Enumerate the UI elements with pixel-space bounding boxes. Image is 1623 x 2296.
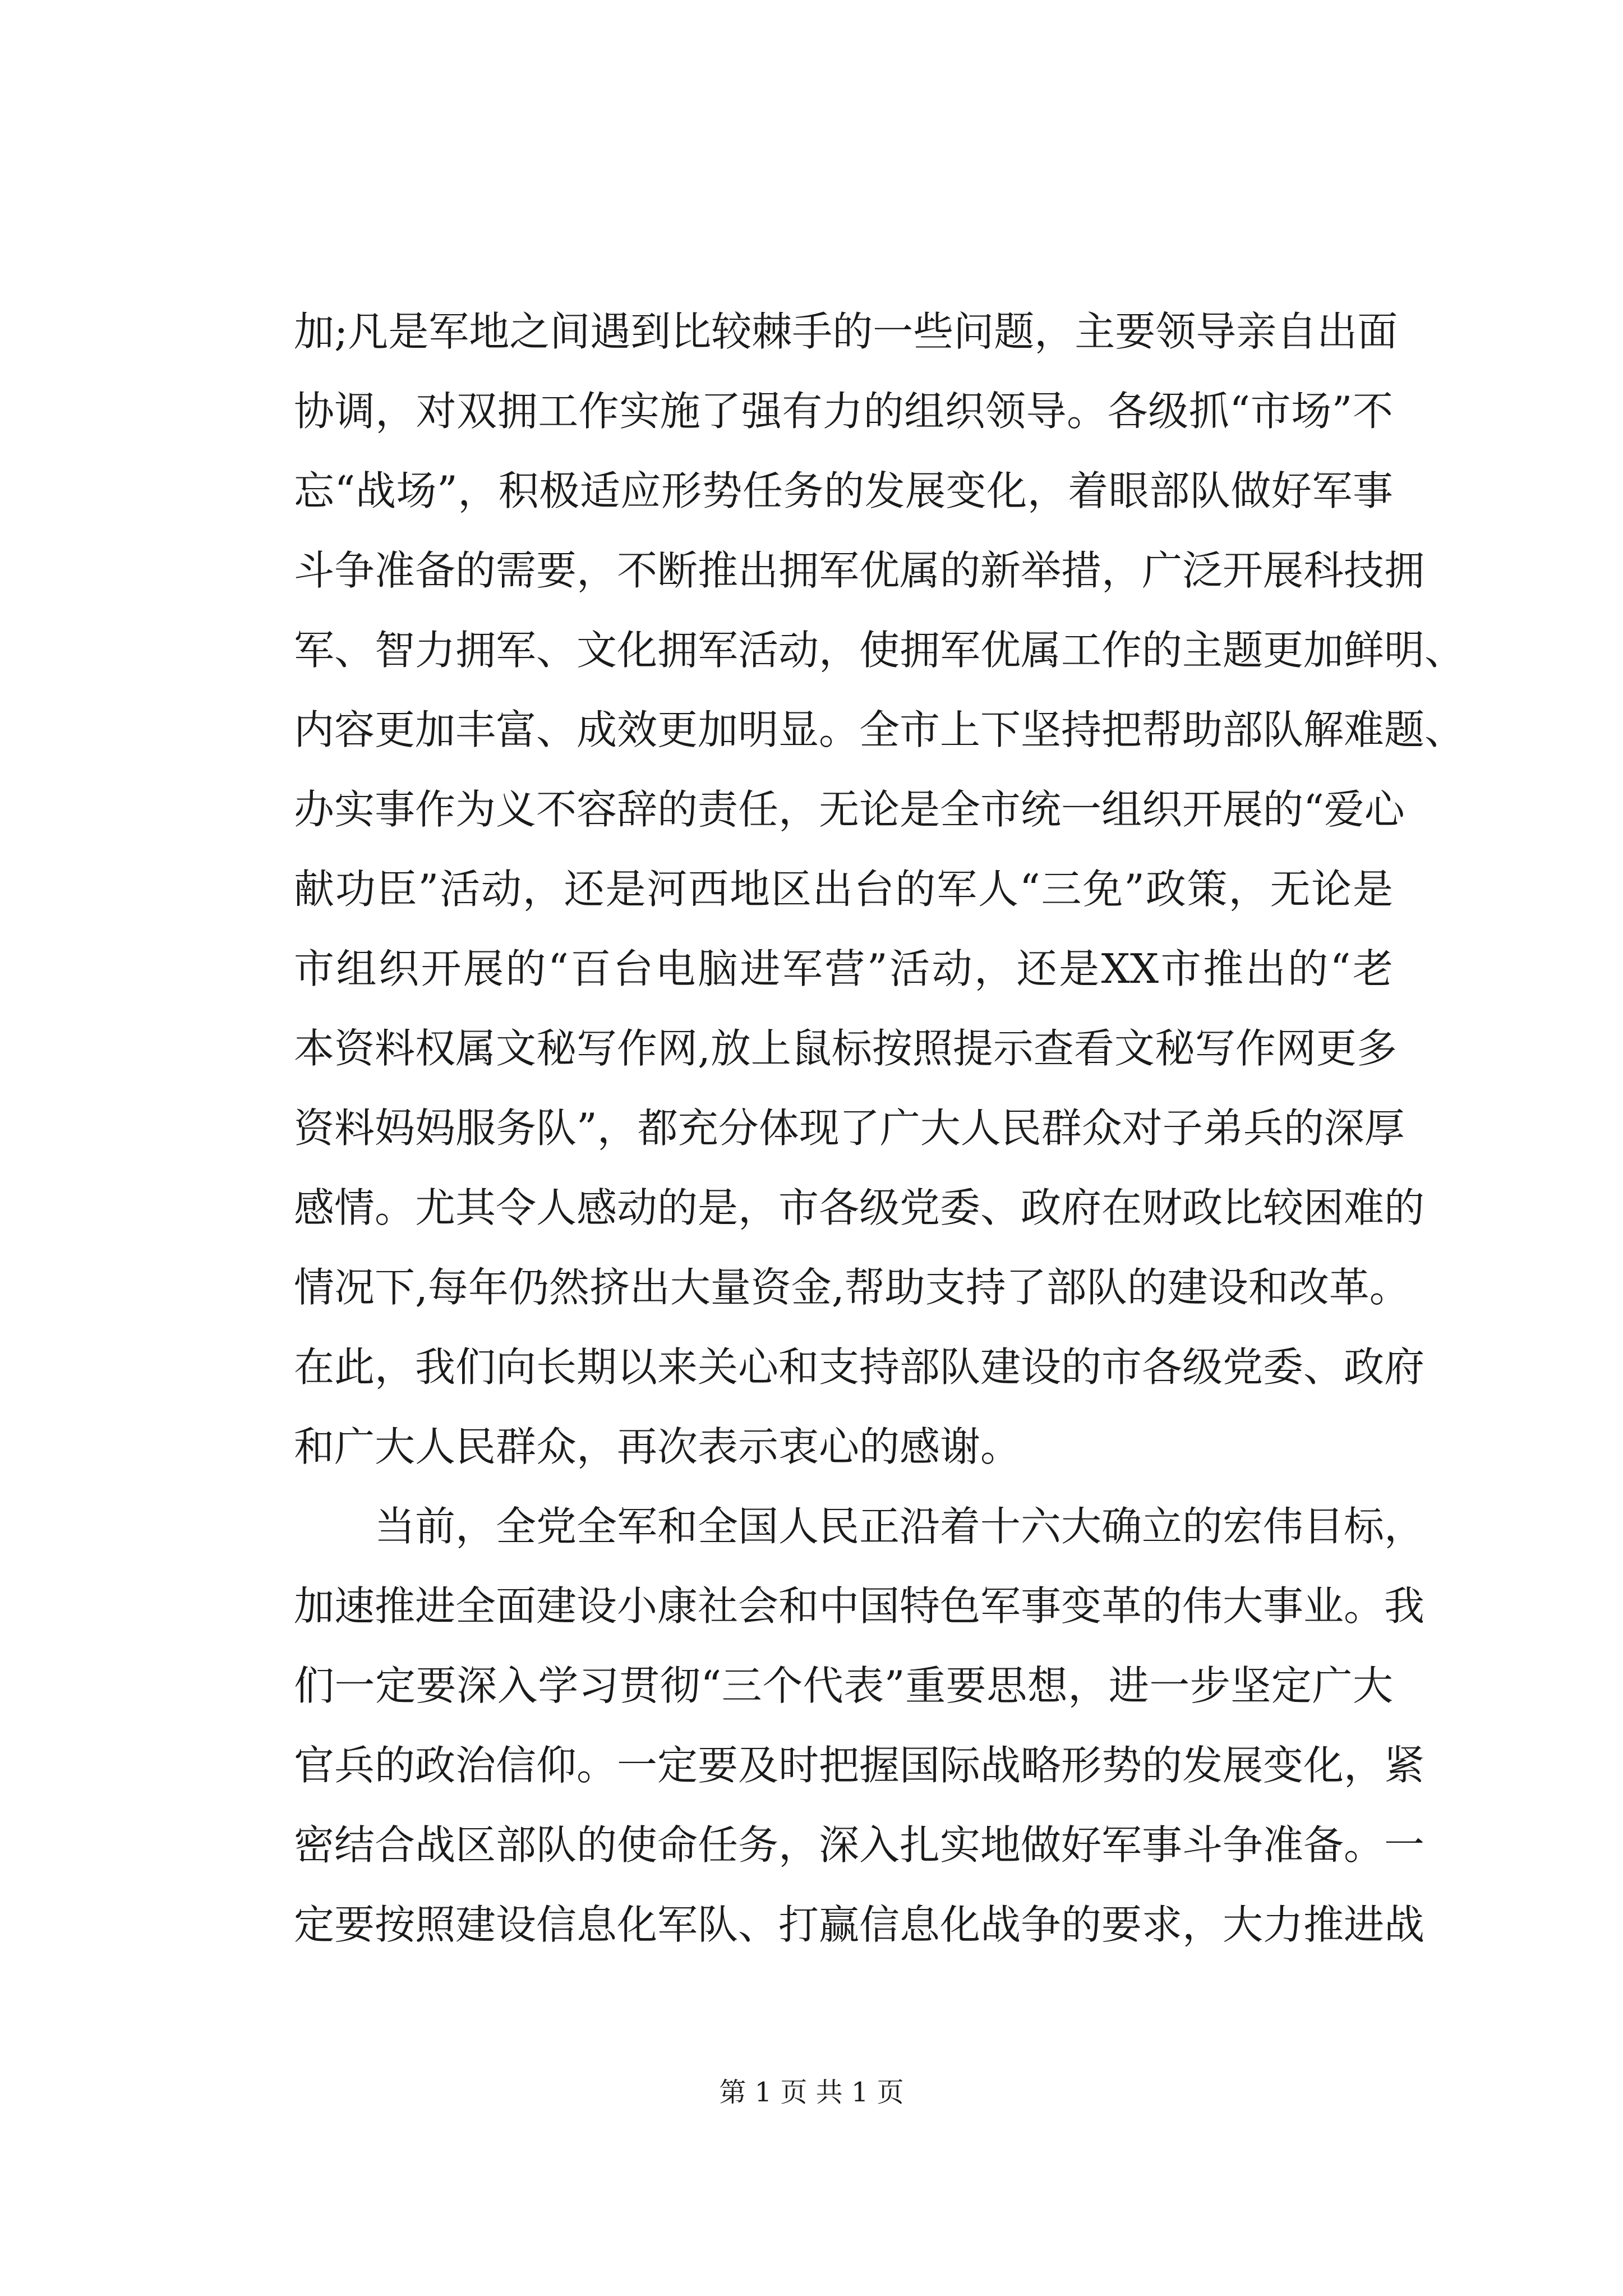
text-line: 市组织开展的“百台电脑进军营”活动，还是XX市推出的“老 (294, 945, 1393, 992)
text-line: 密结合战区部队的使命任务，深入扎实地做好军事斗争准备。一 (294, 1821, 1425, 1869)
text-line: 斗争准备的需要，不断推出拥军优属的新举措，广泛开展科技拥 (294, 547, 1425, 594)
text-line: 献功臣”活动，还是河西地区出台的军人“三免”政策，无论是 (294, 866, 1393, 913)
text-line: 本资料权属文秘写作网,放上鼠标按照提示查看文秘写作网更多 (294, 1025, 1397, 1072)
text-line: 们一定要深入学习贯彻“三个代表”重要思想，进一步坚定广大 (294, 1662, 1393, 1709)
paragraph-2 (294, 1487, 1425, 1964)
text-line: 忘“战场”，积极适应形势任务的发展变化，着眼部队做好军事 (294, 467, 1393, 514)
text-line: 定要按照建设信息化军队、打赢信息化战争的要求，大力推进战 (294, 1901, 1425, 1948)
text-line: 加速推进全面建设小康社会和中国特色军事变革的伟大事业。我 (294, 1582, 1425, 1630)
text-line: 和广大人民群众，再次表示衷心的感谢。 (294, 1423, 1021, 1470)
text-line: 资料妈妈服务队”，都充分体现了广大人民群众对子弟兵的深厚 (294, 1105, 1405, 1152)
text-line: 协调，对双拥工作实施了强有力的组织领导。各级抓“市场”不 (294, 388, 1393, 435)
text-line: 官兵的政治信仰。一定要及时把握国际战略形势的发展变化，紧 (294, 1742, 1425, 1789)
document-body (294, 292, 1465, 1964)
text-line: 加;凡是军地之间遇到比较棘手的一些问题，主要领导亲自出面 (294, 308, 1398, 355)
text-line: 情况下,每年仍然挤出大量资金,帮助支持了部队的建设和改革。 (294, 1264, 1410, 1311)
text-line: 感情。尤其令人感动的是，市各级党委、政府在财政比较困难的 (294, 1184, 1425, 1231)
text-line: 办实事作为义不容辞的责任，无论是全市统一组织开展的“爱心 (294, 786, 1405, 833)
page-footer (0, 2076, 1623, 2109)
paragraph-1 (294, 292, 1465, 1487)
text-line: 军、智力拥军、文化拥军活动，使拥军优属工作的主题更加鲜明、 (294, 627, 1465, 674)
text-line: 当前，全党全军和全国人民正沿着十六大确立的宏伟目标， (375, 1503, 1425, 1550)
page-number: 第 1 页 共 1 页 (719, 2077, 904, 2108)
text-line: 在此，我们向长期以来关心和支持部队建设的市各级党委、政府 (294, 1343, 1425, 1391)
text-line: 内容更加丰富、成效更加明显。全市上下坚持把帮助部队解难题、 (294, 706, 1465, 753)
